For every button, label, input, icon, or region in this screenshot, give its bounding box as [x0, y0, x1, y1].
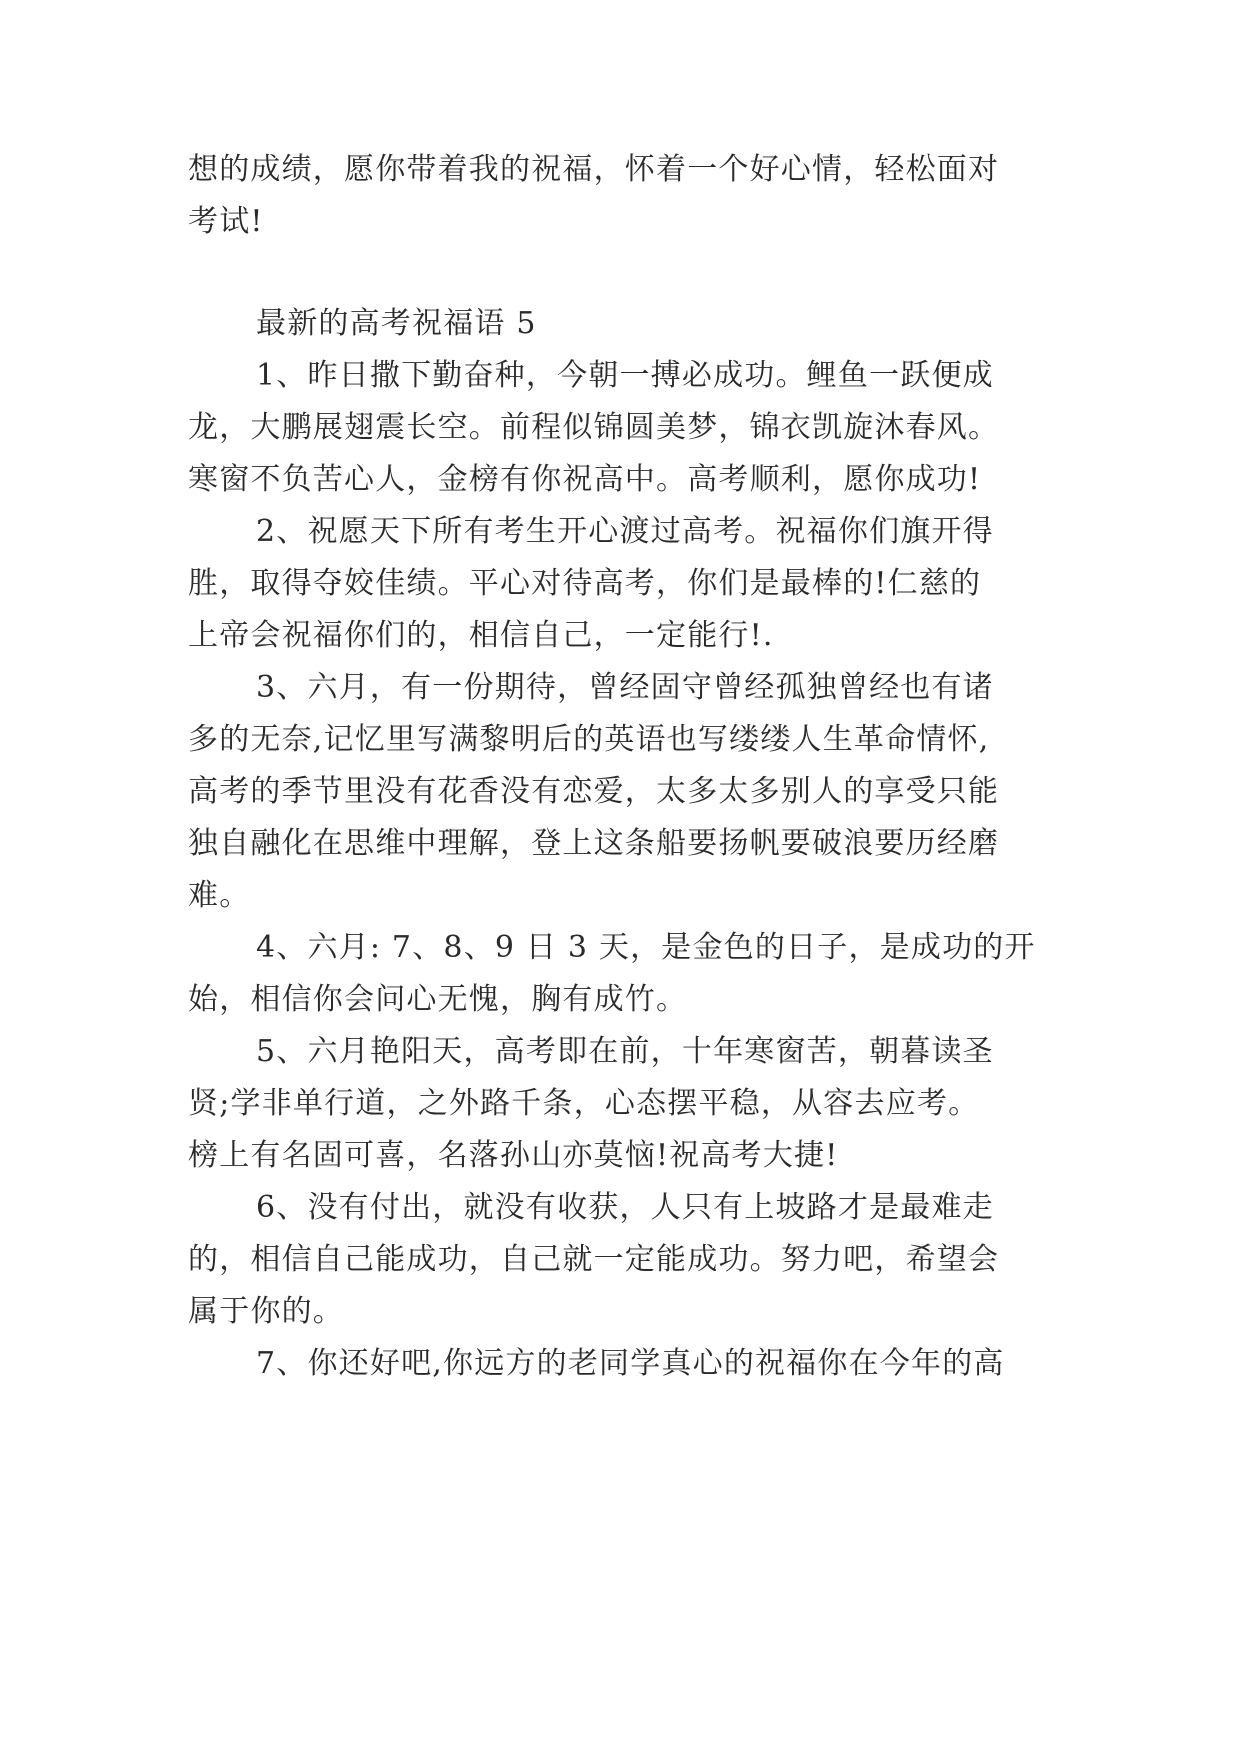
text-line: 考试!: [188, 204, 264, 239]
text-line: 4、六月: 7、8、9 日 3 天，是金色的日子，是成功的开: [256, 930, 1036, 965]
text-line: 6、没有付出，就没有收获，人只有上坡路才是最难走: [256, 1190, 994, 1225]
text-line: 7、你还好吧,你远方的老同学真心的祝福你在今年的高: [256, 1346, 1005, 1381]
text-line: 寒窗不负苦心人，金榜有你祝高中。高考顺利，愿你成功!: [188, 462, 982, 497]
text-line: 独自融化在思维中理解，登上这条船要扬帆要破浪要历经磨: [188, 826, 1000, 861]
text-line: 的，相信自己能成功，自己就一定能成功。努力吧，希望会: [188, 1242, 1000, 1277]
text-line: 3、六月，有一份期待，曾经固守曾经孤独曾经也有诸: [256, 670, 994, 705]
text-line: 榜上有名固可喜，名落孙山亦莫恼!祝高考大捷!: [188, 1138, 839, 1173]
text-line: 龙，大鹏展翅震长空。前程似锦圆美梦，锦衣凯旋沐春风。: [188, 410, 1000, 445]
text-line: 始，相信你会问心无愧，胸有成竹。: [188, 982, 688, 1017]
text-line: 想的成绩，愿你带着我的祝福，怀着一个好心情，轻松面对: [188, 152, 1000, 187]
text-line: 多的无奈,记忆里写满黎明后的英语也写缕缕人生革命情怀,: [188, 722, 990, 757]
text-line: 贤;学非单行道，之外路千条，心态摆平稳，从容去应考。: [188, 1086, 980, 1121]
text-line: 属于你的。: [188, 1294, 344, 1329]
text-line: 2、祝愿天下所有考生开心渡过高考。祝福你们旗开得: [256, 514, 994, 549]
text-line: 难。: [188, 878, 251, 913]
text-line: 1、昨日撒下勤奋种，今朝一搏必成功。鲤鱼一跃便成: [256, 358, 994, 393]
text-line: 上帝会祝福你们的，相信自己，一定能行!.: [188, 618, 774, 653]
text-line: 高考的季节里没有花香没有恋爱，太多太多别人的享受只能: [188, 774, 1000, 809]
text-line: 胜，取得夺姣佳绩。平心对待高考，你们是最棒的!仁慈的: [188, 566, 982, 601]
section-heading: 最新的高考祝福语 5: [256, 306, 537, 341]
text-line: 5、六月艳阳天，高考即在前，十年寒窗苦，朝暮读圣: [256, 1034, 994, 1069]
